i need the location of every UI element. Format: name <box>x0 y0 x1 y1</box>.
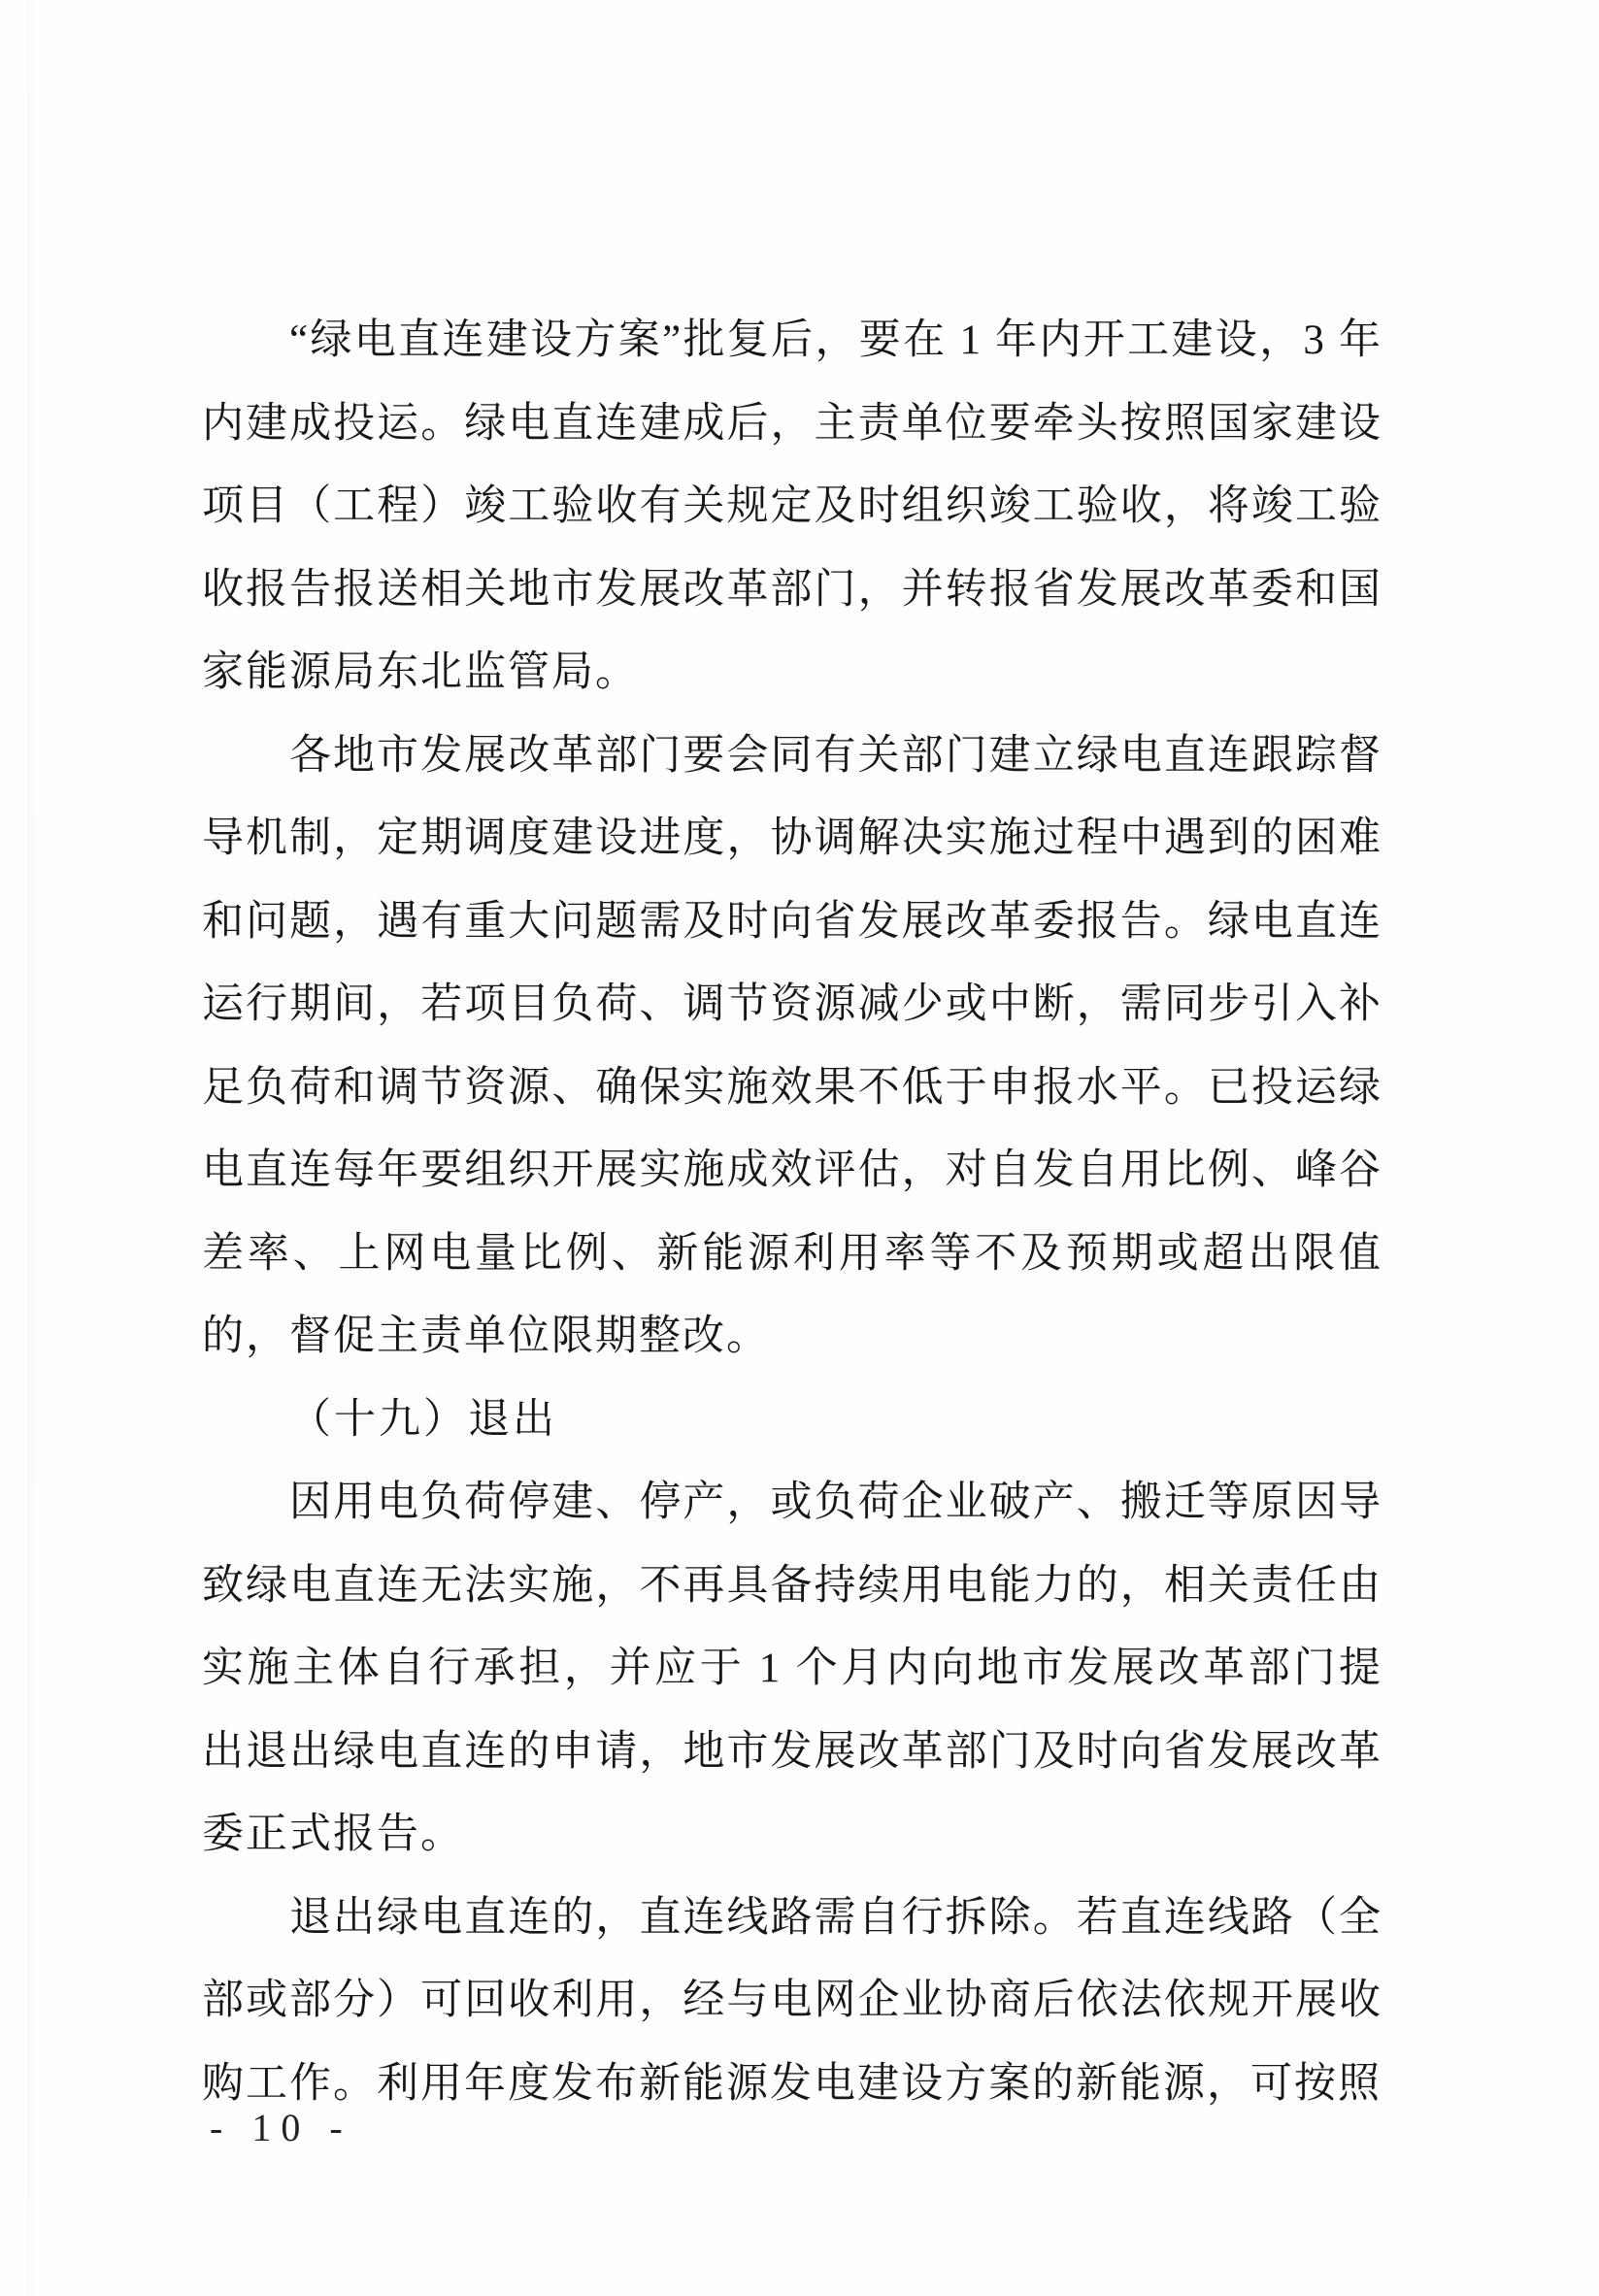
body-paragraph-2: 各地市发展改革部门要会同有关部门建立绿电直连跟踪督导机制，定期调度建设进度，协调解决实施过程中遇到的困难和问题，遇有重大问题需及时向省发展改革委报告。绿电直连运行期间，若项目负荷、调节资源减少或中断，需同步引入补足负荷和调节资源、确保实施效果不低于申报水平。已投运绿电直连每年要组织开展实施成效评估，对自发自用比例、峰谷差率、上网电量比例、新能源利用率等不及预期或超出限值的，督促主责单位限期整改。 <box>202 732 1382 1359</box>
body-paragraph-3: 因用电负荷停建、停产，或负荷企业破产、搬迁等原因导致绿电直连无法实施，不再具备持续用电能力的，相关责任由实施主体自行承担，并应于 1 个月内向地市发展改革部门提出退出绿电直连的申请，地市发展改革部门及时向省发展改革委正式报告。 <box>202 1480 1382 1857</box>
body-paragraph-1: “绿电直连建设方案”批复后，要在 1 年内开工建设，3 年内建成投运。绿电直连建成后，主责单位要牵头按照国家建设项目（工程）竣工验收有关规定及时组织竣工验收，将竣工验收报告报送相关地市发展改革部门，并转报省发展改革委和国家能源局东北监管局。 <box>202 317 1382 695</box>
document-body <box>202 299 1382 2125</box>
section-heading-19: （十九）退出 <box>289 1396 557 1443</box>
page-number: - 10 - <box>210 2106 352 2149</box>
scan-artifact <box>27 0 37 2296</box>
body-paragraph-4: 退出绿电直连的，直连线路需自行拆除。若直连线路（全部或部分）可回收利用，经与电网企业协商后依法依规开展收购工作。利用年度发布新能源发电建设方案的新能源，可按照 <box>202 1894 1382 2107</box>
